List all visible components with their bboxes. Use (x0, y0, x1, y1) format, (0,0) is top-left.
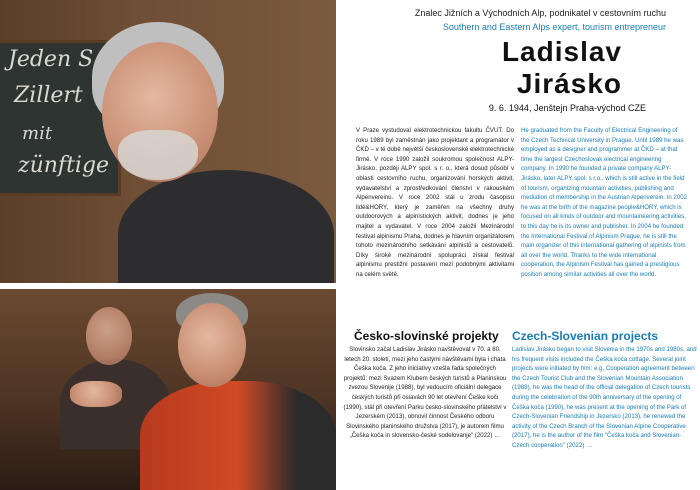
bio-czech: V Praze vystudoval elektrotechnickou fakultu ČVUT. Do roku 1989 byl zaměstnán jako projektant a programátor v ČKD – v té době největší československé elektrotechnické firmě. V roce 1990 založil soukromou společnost ALPY-Jirásko, později ALPY spol. s r. o., která dosud působí v oblasti cestovního ruchu, organizování horských aktivit, vydavatelství a zprostředkování členství v rakouském Alpenvereinu. V roce 2002 stál u zrodu časopisu lidé&HORY, který je zaměřen na všechny druhy outdoorových a alpinistických aktivit, dodnes je jeho majitel a vydavatel. V roce 2004 založil Mezinárodní festival alpinismu Praha, dodnes je hlavním organizátorem tohoto mezinárodního setkávání alpinistů a cestovatelů. Díky široké mezinárodní spolupráci získal festival alpinismu prestižní postavení mezi podobnými aktivitami na celém světě. (356, 127, 514, 278)
last-name: Jirásko (516, 68, 622, 99)
chalk-text: zünftige (18, 153, 110, 178)
first-name: Ladislav (501, 36, 622, 67)
chalk-text: mit (22, 123, 53, 144)
text-panel (342, 0, 700, 490)
subtitle-english: Southern and Eastern Alps expert, tourism entrepreneur (442, 22, 666, 32)
subtitle-czech: Znalec Jižních a Východních Alp, podnikatel v cestovním ruchu (414, 8, 666, 18)
face (86, 307, 132, 365)
projects-english: Ladislav Jirásko began to visit Slovenia in the 1970s and 1980s, and his frequent visits included the Češka koča cottage. Several joint projects were initiated by him: e.g. Cooperation agreement between the Czech Tourist Club and the Slovenian Mountain Association (1988), he was the head of the official delegation of Czech tourists during the celebration of the 90th anniversary of the opening of Češka koča (1990), he was present at the opening of the Park of Czech-Slovenian Friendship in Jezersko (2013), he renewed the activity of the Czech Branch of the Slovenian Alpine Cooperative (2017), he is the author of the film "Češka koča and Slovenian-Czech cooperation" (2022) … (512, 346, 697, 449)
face (178, 303, 246, 387)
discussion-photo (0, 289, 336, 490)
projects-czech: Slovinsko začal Ladislav Jirásko navštěvovat v 70. a 80. letech 20. století, mezi jeho častými návštěvami byla i chata Češka koča. Z jeho iniciativy vzešla řada společných projektů: mezi Svazem Klubem českých turistů a Planinskou zvezou Slovenije (1988), byl vedoucím oficiální delegace českých turistů při oslavách 90 let otevření Češke koči (1990), stál při otevření Parku česko-slovinského přátelství v Jezerském (2013), obnovil činnost Českého odboru Slovinského planinského družstva (2017), je autorem filmu „Češka koča in slovensko-české sodelovanje" (2022) … (343, 346, 507, 440)
chalk-text: Zillert (14, 83, 83, 108)
projects-heading-czech: Česko-slovinské projekty (354, 329, 499, 343)
portrait-photo (0, 0, 336, 283)
chalk-text: Jeden S (8, 47, 94, 72)
bio-english: He graduated from the Faculty of Electrical Engineering of the Czech Technical University in Prague. Until 1989 he was employed as a designer and programmer at ČKD – at that time the largest Czechoslovak electrical engineering company. In 1990 he founded a private company ALPY-Jirásko, later ALPY spol. s r.o., which is still active in the field of tourism, organizing mountain activities, publishing and mediation of membership in the Austrian Alpenverein. In 2002 he was at the birth of the magazine people&HORY, which is focused on all kinds of outdoor and mountaineering activities, to this day he is its owner and publisher. In 2004 he founded the International Festival of Alpinism Prague, he is still the main organizer of this international gathering of alpinists from all over the world. Thanks to the wide international cooperation, the Alpinism Festival has gained a prestigious position among similar activities all over the world. (521, 127, 687, 278)
beard (118, 130, 198, 180)
shirt (118, 170, 334, 283)
birth-info: 9. 6. 1944, Jenštejn Praha-východ CZE (488, 103, 646, 113)
red-jacket (140, 381, 336, 490)
projects-heading-english: Czech-Slovenian projects (512, 329, 659, 343)
hand (70, 381, 122, 407)
